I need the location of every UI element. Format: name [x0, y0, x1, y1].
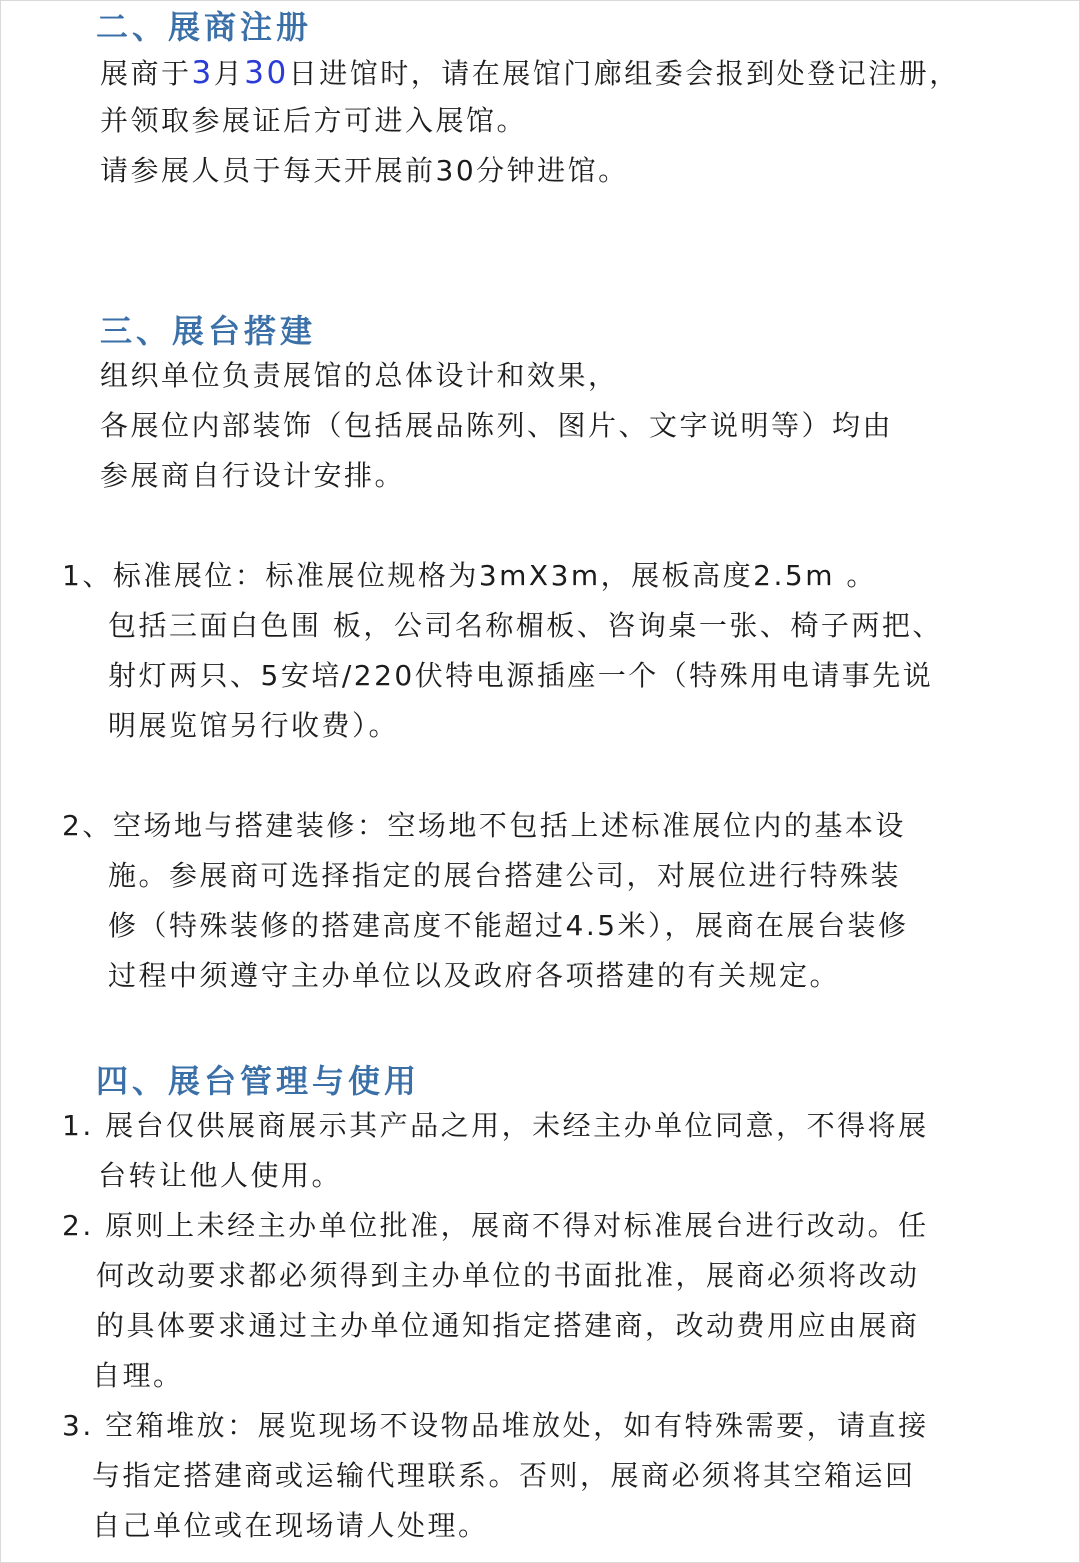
- management-rule-3-line: 与指定搭建商或运输代理联系。否则，展商必须将其空箱运回: [92, 1459, 916, 1492]
- construction-line: 组织单位负责展馆的总体设计和效果，: [100, 359, 619, 392]
- highlight-month: 3: [191, 55, 214, 91]
- raw-space-line: 修（特殊装修的搭建高度不能超过4.5米），展商在展台装修: [108, 909, 909, 942]
- registration-line-1: [100, 56, 960, 90]
- management-rule-2-line: 自理。: [92, 1359, 184, 1392]
- management-rule-2-line: 何改动要求都必须得到主办单位的书面批准，展商必须将改动: [96, 1259, 920, 1292]
- text-span: 日进馆时，请在展馆门廊组委会报到处登记注册，: [288, 57, 960, 90]
- standard-booth-line: 1、标准展位：标准展位规格为3mX3m，展板高度2.5m 。: [62, 559, 877, 592]
- management-rule-1-line: 1. 展台仅供展商展示其产品之用，未经主办单位同意，不得将展: [62, 1109, 929, 1142]
- section-heading-booth-management: 四、展台管理与使用: [96, 1062, 421, 1100]
- standard-booth-line: 明展览馆另行收费）。: [108, 709, 400, 742]
- construction-line: 参展商自行设计安排。: [100, 459, 406, 492]
- text-span: 月: [213, 57, 245, 90]
- standard-booth-line: 射灯两只、5安培/220伏特电源插座一个（特殊用电请事先说: [108, 659, 934, 692]
- management-rule-2-line: 的具体要求通过主办单位通知指定搭建商，改动费用应由展商: [96, 1309, 920, 1342]
- raw-space-line: 2、空场地与搭建装修：空场地不包括上述标准展位内的基本设: [62, 809, 906, 842]
- construction-line: 各展位内部装饰（包括展品陈列、图片、文字说明等）均由: [100, 409, 894, 442]
- raw-space-line: 施。参展商可选择指定的展台搭建公司，对展位进行特殊装: [108, 859, 902, 892]
- management-rule-3-line: 3. 空箱堆放：展览现场不设物品堆放处，如有特殊需要，请直接: [62, 1409, 929, 1442]
- registration-line-3: 请参展人员于每天开展前30分钟进馆。: [100, 154, 629, 187]
- raw-space-line: 过程中须遵守主办单位以及政府各项搭建的有关规定。: [108, 959, 841, 992]
- section-heading-booth-construction: 三、展台搭建: [100, 312, 317, 350]
- text-span: 展商于: [100, 57, 192, 90]
- standard-booth-line: 包括三面白色围 板，公司名称楣板、咨询桌一张、椅子两把、: [108, 609, 943, 642]
- section-heading-registration: 二、展商注册: [96, 8, 313, 46]
- management-rule-3-line: 自己单位或在现场请人处理。: [92, 1509, 489, 1542]
- highlight-day: 30: [244, 55, 289, 91]
- registration-line-2: 并领取参展证后方可进入展馆。: [100, 104, 528, 137]
- management-rule-1-line: 台转让他人使用。: [98, 1159, 343, 1192]
- management-rule-2-line: 2. 原则上未经主办单位批准，展商不得对标准展台进行改动。任: [62, 1209, 929, 1242]
